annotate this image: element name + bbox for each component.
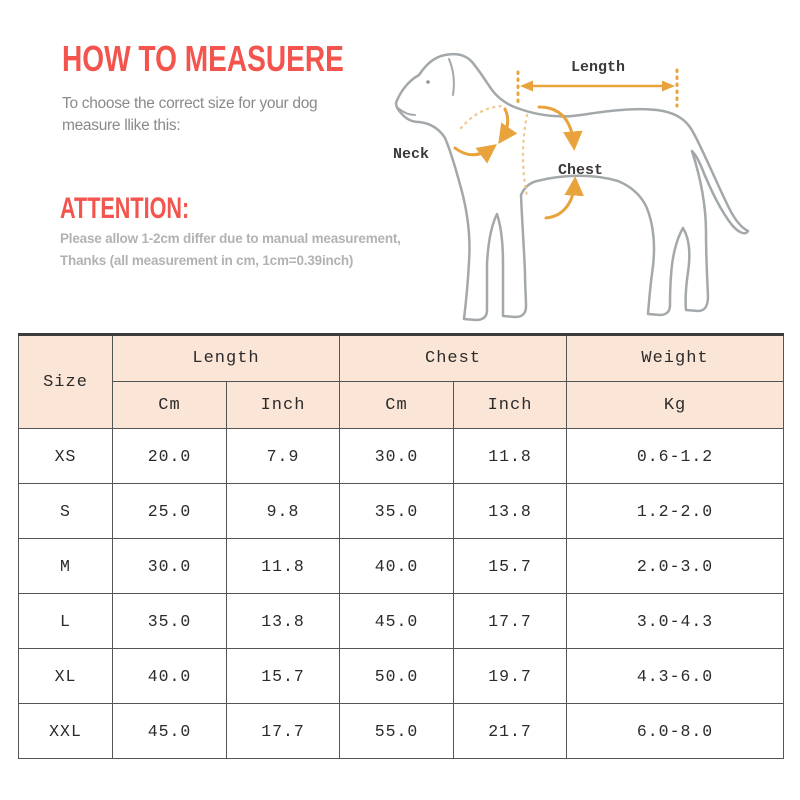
how-to-measure-title: HOW TO MEASUERE: [62, 38, 344, 79]
header-size: Size: [19, 335, 113, 429]
table-row: [19, 704, 784, 759]
header-chest-cm: Cm: [340, 382, 454, 429]
chest-girth-arrow-up: [546, 181, 575, 218]
header-length-inch: Inch: [227, 382, 340, 429]
neck-label: Neck: [393, 146, 430, 163]
chest-girth-arrow-down: [539, 107, 574, 146]
neck-girth-dotted-arc: [461, 106, 503, 128]
cell-chest-cm: 55.0: [340, 704, 454, 759]
length-arrowhead-right: [662, 81, 675, 92]
header-weight-kg: Kg: [567, 382, 784, 429]
header-length: Length: [113, 335, 340, 382]
cell-chest-inch: 19.7: [454, 649, 567, 704]
cell-chest-inch: 15.7: [454, 539, 567, 594]
attention-line-2: Thanks (all measurement in cm, 1cm=0.39inch): [60, 252, 354, 268]
cell-length-inch: 13.8: [227, 594, 340, 649]
cell-chest-cm: 45.0: [340, 594, 454, 649]
cell-chest-inch: 17.7: [454, 594, 567, 649]
cell-length-cm: 35.0: [113, 594, 227, 649]
cell-length-inch: 9.8: [227, 484, 340, 539]
cell-size: M: [19, 539, 113, 594]
chest-label: Chest: [558, 162, 604, 179]
cell-chest-cm: 35.0: [340, 484, 454, 539]
header-weight: Weight: [567, 335, 784, 382]
cell-size: XL: [19, 649, 113, 704]
cell-chest-cm: 40.0: [340, 539, 454, 594]
cell-length-inch: 7.9: [227, 429, 340, 484]
dog-ear-line: [449, 59, 454, 95]
cell-size: XXL: [19, 704, 113, 759]
cell-length-cm: 30.0: [113, 539, 227, 594]
header-chest-inch: Inch: [454, 382, 567, 429]
cell-chest-cm: 30.0: [340, 429, 454, 484]
chest-girth-dotted-arc: [523, 115, 527, 196]
cell-weight-kg: 1.2-2.0: [567, 484, 784, 539]
cell-length-cm: 40.0: [113, 649, 227, 704]
table-row: [19, 429, 784, 484]
cell-length-inch: 11.8: [227, 539, 340, 594]
cell-size: S: [19, 484, 113, 539]
cell-length-inch: 17.7: [227, 704, 340, 759]
cell-chest-inch: 21.7: [454, 704, 567, 759]
cell-chest-inch: 13.8: [454, 484, 567, 539]
dog-body-path: [396, 54, 748, 320]
cell-weight-kg: 2.0-3.0: [567, 539, 784, 594]
cell-chest-cm: 50.0: [340, 649, 454, 704]
subtitle-line-2: measure llike this:: [62, 117, 181, 134]
how-to-measure-subtitle: [62, 93, 317, 137]
cell-weight-kg: 6.0-8.0: [567, 704, 784, 759]
length-arrowhead-left: [520, 81, 533, 92]
attention-title: ATTENTION:: [60, 192, 190, 225]
dog-measurement-diagram: [375, 18, 791, 328]
cell-weight-kg: 3.0-4.3: [567, 594, 784, 649]
table-row: [19, 484, 784, 539]
table-row: [19, 539, 784, 594]
header-length-cm: Cm: [113, 382, 227, 429]
attention-line-1: Please allow 1-2cm differ due to manual measurement,: [60, 231, 401, 246]
table-header-row-groups: [19, 335, 784, 382]
measurement-annotations: [455, 70, 677, 218]
dog-outline-drawing: [396, 54, 748, 320]
cell-length-cm: 45.0: [113, 704, 227, 759]
cell-chest-inch: 11.8: [454, 429, 567, 484]
length-label: Length: [570, 59, 626, 76]
cell-length-cm: 25.0: [113, 484, 227, 539]
table-row: [19, 649, 784, 704]
cell-weight-kg: 0.6-1.2: [567, 429, 784, 484]
header-chest: Chest: [340, 335, 567, 382]
neck-girth-arrow-up: [455, 147, 493, 155]
table-row: [19, 594, 784, 649]
cell-length-cm: 20.0: [113, 429, 227, 484]
cell-size: XS: [19, 429, 113, 484]
subtitle-line-1: To choose the correct size for your dog: [62, 95, 318, 112]
size-chart-table: [18, 333, 784, 759]
cell-length-inch: 15.7: [227, 649, 340, 704]
table-header-row-units: [19, 382, 784, 429]
dog-eye: [426, 80, 430, 84]
attention-note: [60, 228, 401, 271]
neck-girth-arrow-down: [501, 109, 508, 140]
cell-size: L: [19, 594, 113, 649]
cell-weight-kg: 4.3-6.0: [567, 649, 784, 704]
